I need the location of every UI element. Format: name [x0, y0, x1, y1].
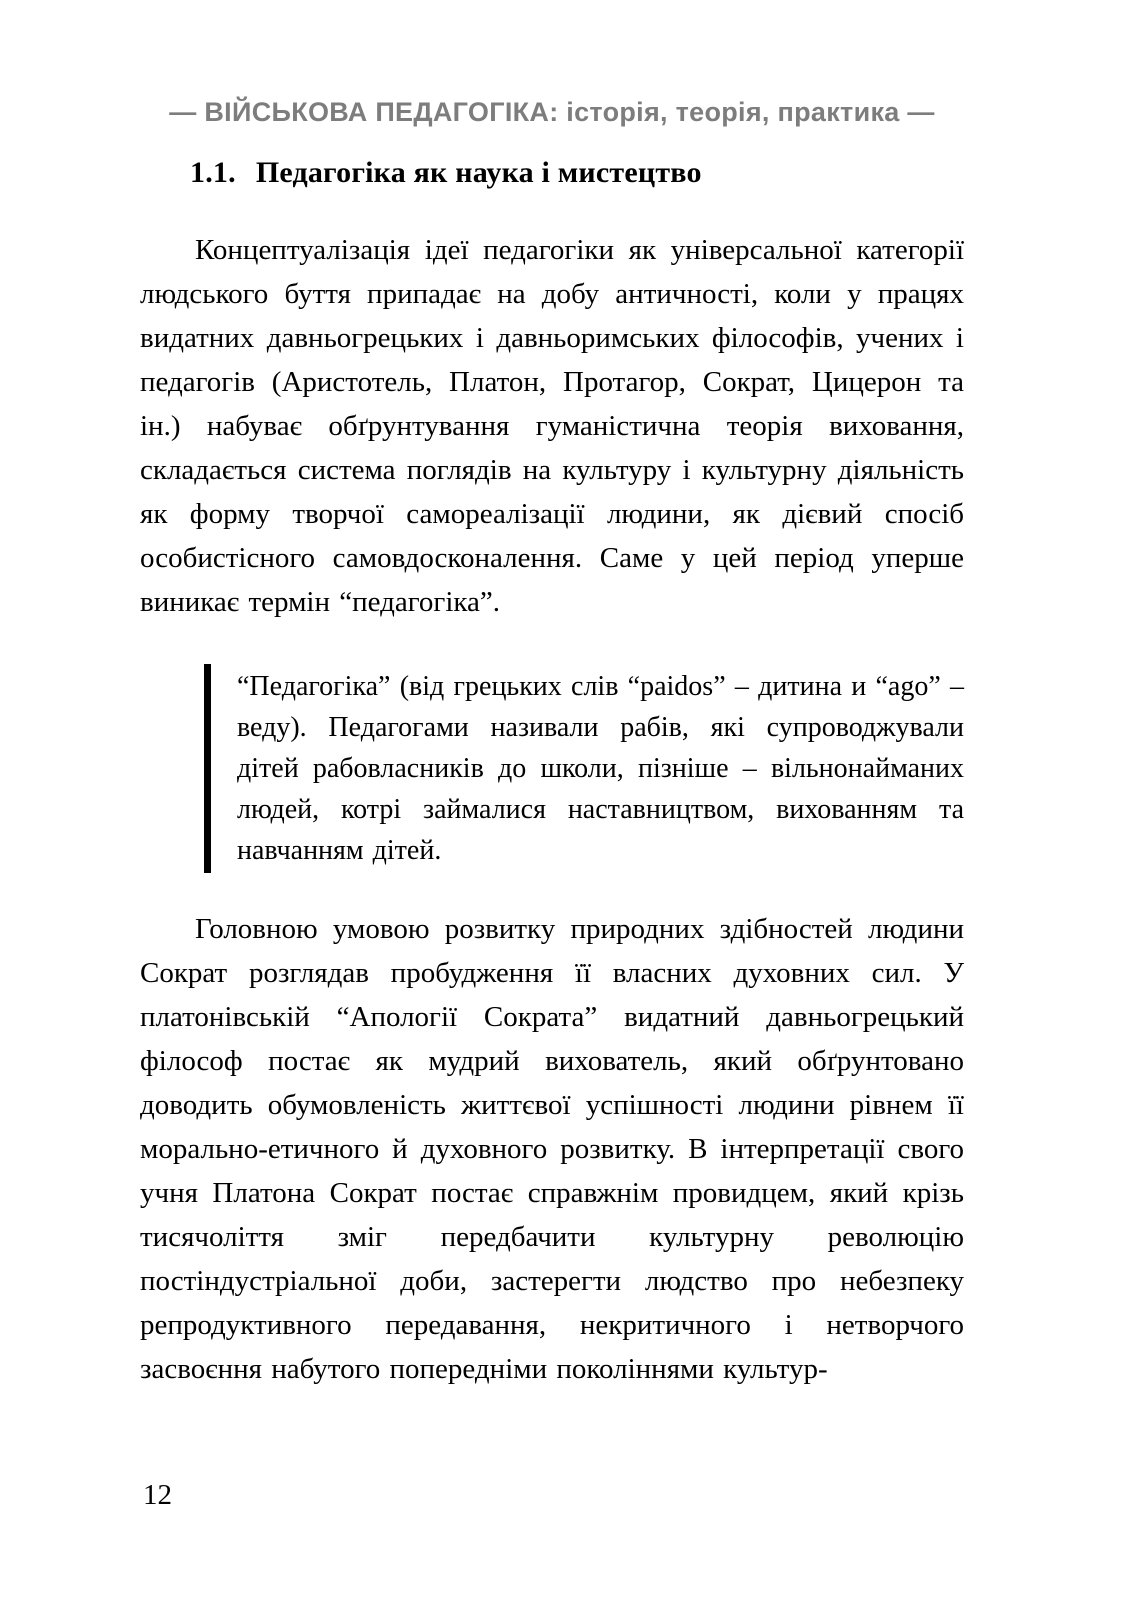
running-header: — ВІЙСЬКОВА ПЕДАГОГІКА: історія, теорія, практика —	[169, 97, 935, 127]
section-number: 1.1.	[190, 156, 236, 189]
paragraph-intro: Концептуалізація ідеї педагогіки як універсальної категорії людського буття припадає на добу античності, коли у працях видатних давньогрецьких і давньоримських філософів, учених і педагогів (Аристотель, Платон, Протагор, Сократ, Цицерон та ін.) набуває обґрунтування гуманістична теорія виховання, складається система поглядів на культуру і культурну діяльність як форму творчої самореалізації людини, як дієвий спосіб особистісного самовдосконалення. Саме у цей період уперше виникає термін “педагогіка”.	[140, 234, 964, 618]
paragraph-socrates: Головною умовою розвитку природних здібностей людини Сократ розглядав пробудження її власних духовних сил. У платонівській “Апології Сократа” видатний давньогрецький філософ постає як мудрий вихователь, який обґрунтовано доводить обумовленість життєвої успішності людини рівнем її морально-етичного й духовного розвитку. В інтерпретації свого учня Платона Сократ постає справжнім провидцем, який крізь тисячоліття зміг передбачити культурну революцію постіндустріальної доби, застерегти людство про небезпеку репродуктивного передавання, некритичного і нетворчого засвоєння набутого попередніми поколіннями культур-	[140, 913, 964, 1385]
section-title: Педагогіка як наука і мистецтво	[255, 156, 702, 189]
definition-blockquote: “Педагогіка” (від грецьких слів “paidos” – дитина и “ago” – веду). Педагогами називали рабів, які супроводжували дітей рабовласників до школи, пізніше – вільнонайманих людей, котрі займалися наставництвом, вихованням та навчанням дітей.	[204, 664, 964, 873]
page-number: 12	[143, 1479, 172, 1511]
section-heading	[190, 154, 964, 192]
